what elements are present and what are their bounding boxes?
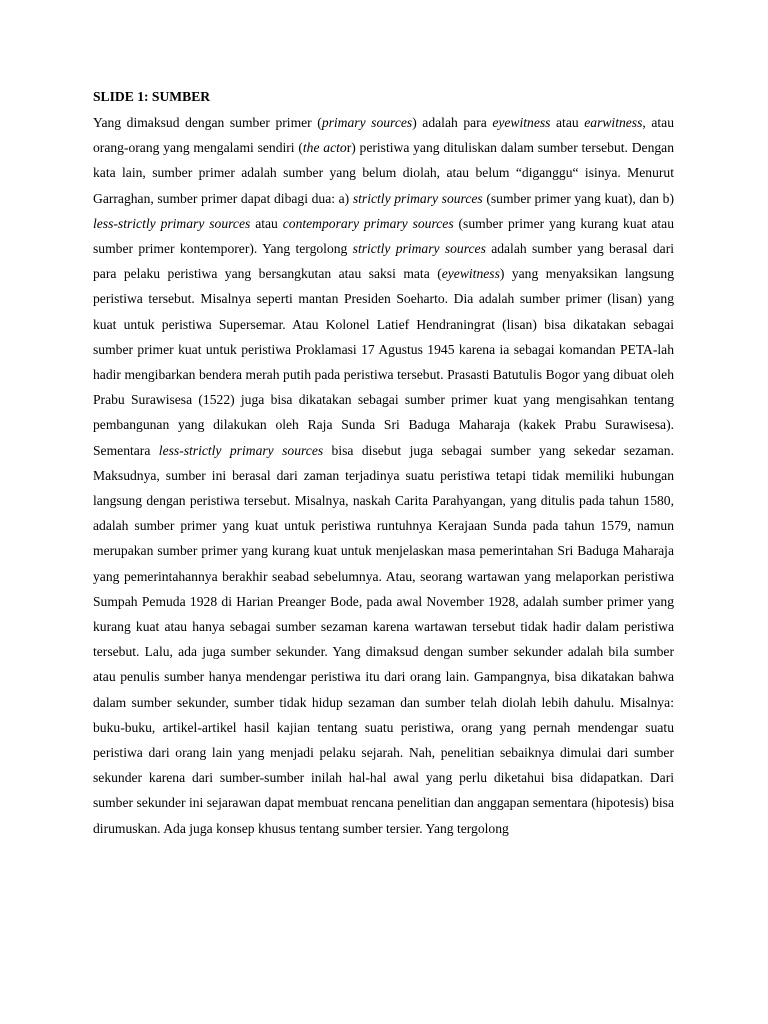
italic-term: eyewitness	[492, 115, 551, 130]
italic-term: strictly primary sources	[352, 190, 483, 206]
italic-term: contemporary primary sources	[282, 215, 454, 231]
body-paragraph	[93, 110, 674, 841]
text-run: adalah sumber yang berasal dari para pelaku peristiwa yang bersangkutan atau saksi mata (	[93, 241, 674, 282]
italic-term: strictly primary sources	[352, 241, 486, 257]
text-run: ) yang menyaksikan langsung peristiwa tersebut. Misalnya seperti mantan Presiden Soeharto. Dia adalah sumber primer (lisan) yang kuat untuk peristiwa Supersemar. Atau Kolonel Latief Hendraningrat (lisan) bisa dikatakan sebagai sumber primer kuat untuk peristiwa Proklamasi 17 Agustus 1945 karena ia sebagai komandan PETA-lah hadir mengibarkan bendera merah putih pada peristiwa tersebut. Prasasti Batutulis Bogor yang dibuat oleh Prabu Surawisesa (1522) juga bisa dikatakan sebagai sumber primer kuat yang mengisahkan tentang pembangunan yang dilakukan oleh Raja Sunda Sri Baduga Maharaja (kakek Prabu Surawisesa). Sementara	[93, 266, 674, 458]
slide-heading: SLIDE 1: SUMBER	[93, 89, 211, 104]
text-run: (sumber primer yang kurang kuat atau sumber primer kontemporer). Yang tergolong	[93, 215, 674, 257]
text-run: , atau orang-orang yang mengalami sendiri (	[93, 115, 674, 156]
text-run: ) adalah para	[412, 115, 493, 130]
italic-term: earwitness	[584, 115, 643, 130]
italic-term: the acto	[302, 140, 347, 156]
italic-term: eyewitness	[441, 266, 500, 282]
text-run: atau	[250, 215, 283, 231]
italic-term: primary sources	[321, 115, 413, 130]
text-run: r) peristiwa yang dituliskan dalam sumber tersebut. Dengan kata lain, sumber primer adalah sumber yang belum diolah, atau belum “diganggu“ isinya. Menurut Garraghan, sumber primer dapat dibagi dua: a)	[93, 140, 674, 206]
text-run: Yang dimaksud dengan sumber primer (	[93, 115, 322, 130]
text-run: bisa disebut juga sebagai sumber yang sekedar sezaman. Maksudnya, sumber ini berasal dari zaman terjadinya suatu peristiwa tetapi tidak memiliki hubungan langsung dengan peristiwa tersebut. Misalnya, naskah Carita Parahyangan, yang ditulis pada tahun 1580, adalah sumber primer yang kuat untuk peristiwa runtuhnya Kerajaan Sunda pada tahun 1579, namun merupakan sumber primer yang kurang kuat untuk menjelaskan masa pemerintahan Sri Baduga Maharaja yang pemerintahannya berakhir seabad sebelumnya. Atau, seorang wartawan yang melaporkan peristiwa Sumpah Pemuda 1928 di Harian Preanger Bode, pada awal November 1928, adalah sumber primer yang kurang kuat atau hanya sebagai sumber sezaman karena wartawan tersebut tidak hadir dalam peristiwa tersebut. Lalu, ada juga sumber sekunder. Yang dimaksud dengan sumber sekunder adalah bila sumber atau penulis sumber hanya mendengar peristiwa itu dari orang lain. Gampangnya, bisa dikatakan bahwa dalam sumber sekunder, sumber tidak hidup sezaman dan sumber telah diolah lebih dahulu. Misalnya: buku-buku, artikel-artikel hasil kajian tentang suatu peristiwa, orang yang pernah mendengar suatu peristiwa dari orang lain yang menjadi pelaku sejarah. Nah, penelitian sebaiknya dimulai dari sumber sekunder karena dari sumber-sumber inilah hal-hal awal yang perlu diketahui bisa didapatkan. Dari sumber sekunder ini sejarawan dapat membuat rencana penelitian dan anggapan sementara (hipotesis) bisa dirumuskan. Ada juga konsep khusus tentang sumber tersier. Yang tergolong	[93, 442, 674, 836]
document-content	[93, 86, 674, 841]
italic-term: less-strictly primary sources	[158, 442, 324, 458]
italic-term: less-strictly primary sources	[93, 215, 251, 231]
text-run: (sumber primer yang kuat), dan b)	[482, 190, 674, 206]
text-run: atau	[550, 115, 585, 130]
